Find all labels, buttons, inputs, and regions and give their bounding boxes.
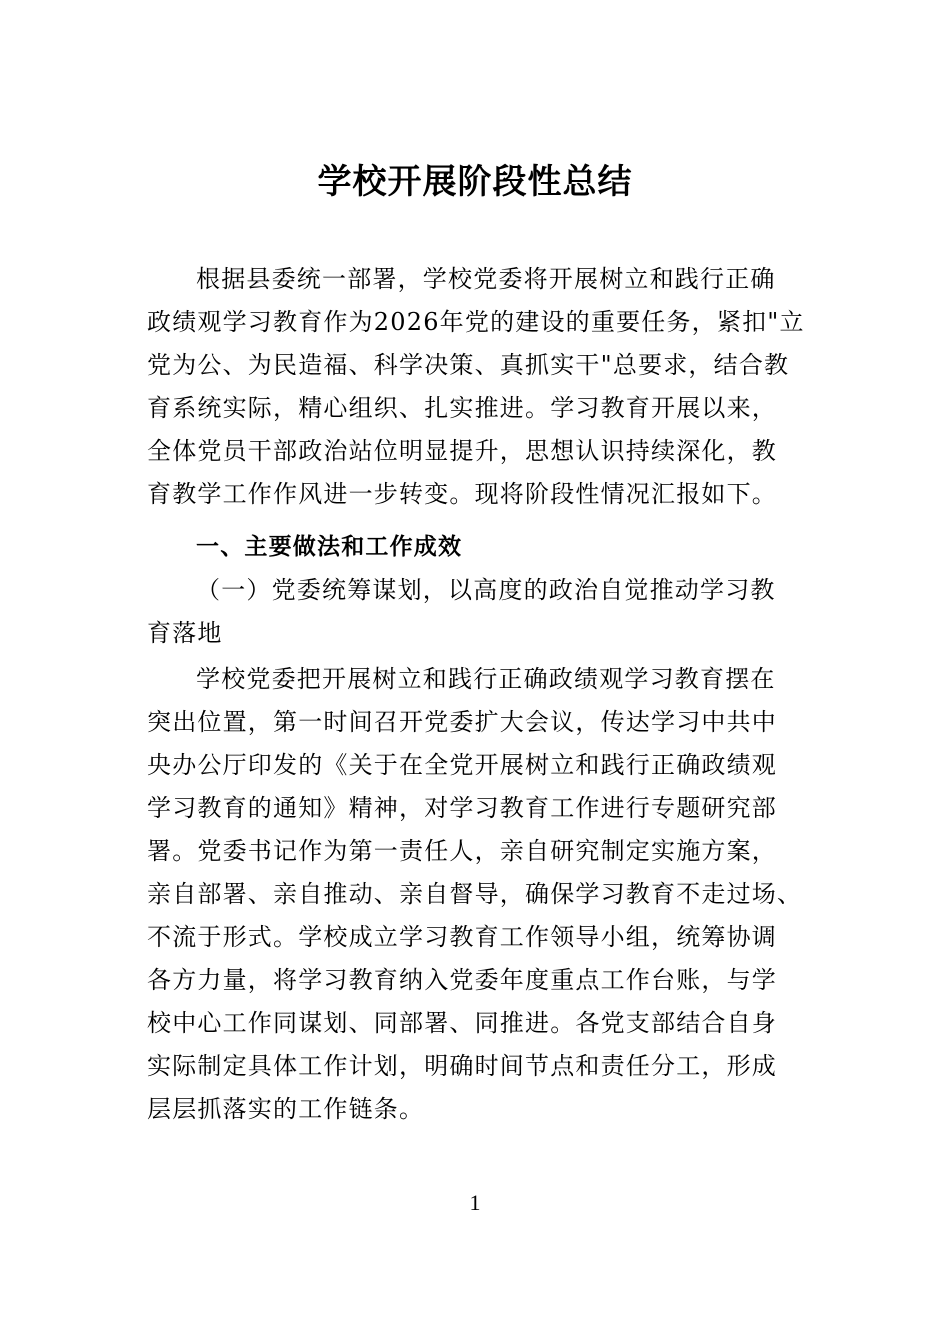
- subsection-heading-1-line-1: （一）党委统筹谋划，以高度的政治自觉推动学习教: [196, 576, 776, 604]
- paragraph-2-line-4: 学习教育的通知》精神，对学习教育工作进行专题研究部: [147, 794, 777, 822]
- subsection-heading-1-line-2: 育落地: [147, 619, 223, 647]
- paragraph-1-line-3: 党为公、为民造福、科学决策、真抓实干"总要求，结合教: [147, 351, 790, 379]
- page-number: 1: [469, 1190, 481, 1215]
- paragraph-2-line-5: 署。党委书记作为第一责任人，亲自研究制定实施方案，: [147, 837, 777, 865]
- paragraph-2-line-7: 不流于形式。学校成立学习教育工作领导小组，统筹协调: [147, 923, 777, 951]
- paragraph-2-line-6: 亲自部署、亲自推动、亲自督导，确保学习教育不走过场、: [147, 880, 803, 908]
- paragraph-1-line-1: 根据县委统一部署，学校党委将开展树立和践行正确: [196, 265, 776, 293]
- paragraph-2-line-3: 央办公厅印发的《关于在全党开展树立和践行正确政绩观: [147, 751, 777, 779]
- paragraph-1-line-5: 全体党员干部政治站位明显提升，思想认识持续深化，教: [147, 437, 777, 465]
- section-heading-1: 一、主要做法和工作成效: [196, 534, 463, 560]
- paragraph-2-line-10: 实际制定具体工作计划，明确时间节点和责任分工，形成: [147, 1052, 777, 1080]
- paragraph-2-line-11: 层层抓落实的工作链条。: [147, 1095, 425, 1123]
- paragraph-1-line-6: 育教学工作作风进一步转变。现将阶段性情况汇报如下。: [147, 480, 777, 508]
- paragraph-1-line-4: 育系统实际，精心组织、扎实推进。学习教育开展以来，: [147, 394, 777, 422]
- paragraph-1-line-2: 政绩观学习教育作为2026年党的建设的重要任务，紧扣"立: [147, 308, 805, 336]
- document-title: 学校开展阶段性总结: [317, 162, 633, 202]
- paragraph-2-line-9: 校中心工作同谋划、同部署、同推进。各党支部结合自身: [147, 1009, 777, 1037]
- paragraph-2-line-1: 学校党委把开展树立和践行正确政绩观学习教育摆在: [196, 665, 776, 693]
- paragraph-2-line-2: 突出位置，第一时间召开党委扩大会议，传达学习中共中: [147, 708, 777, 736]
- paragraph-2-line-8: 各方力量，将学习教育纳入党委年度重点工作台账，与学: [147, 966, 777, 994]
